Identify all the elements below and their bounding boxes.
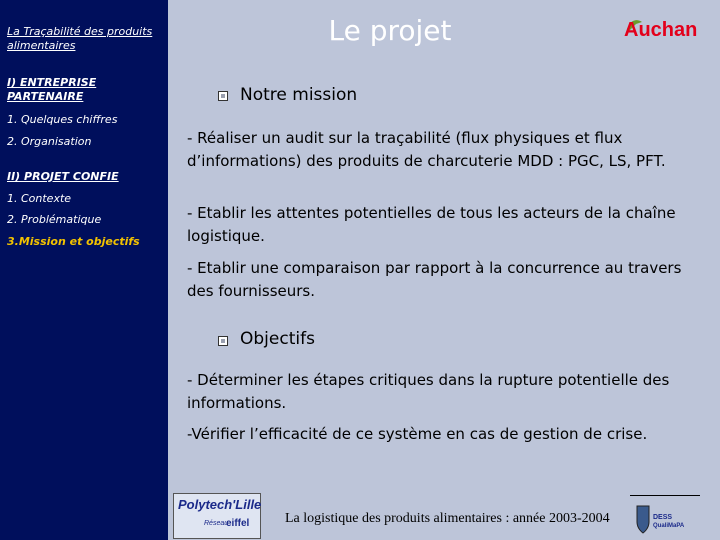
svg-text:Auchan: Auchan <box>624 19 698 41</box>
sidebar-section-1[interactable]: I) ENTREPRISE PARTENAIRE <box>7 76 97 103</box>
sidebar-item-contexte[interactable]: 1. Contexte <box>7 192 72 205</box>
sidebar-section-2[interactable]: II) PROJET CONFIE <box>7 170 119 183</box>
polytech-lille-logo: Polytech'Lille Réseau eiffel <box>173 493 261 539</box>
mission-item: - Etablir les attentes potentielles de tous les acteurs de la chaîne logistique. <box>187 204 676 245</box>
bullet-icon <box>218 336 228 346</box>
objectifs-item: - Déterminer les étapes critiques dans la rupture potentielle des informations. <box>187 371 670 412</box>
sidebar-item-quelques-chiffres[interactable]: 1. Quelques chiffres <box>7 113 118 126</box>
mission-heading: Notre mission <box>240 85 358 105</box>
mission-item: - Réaliser un audit sur la traçabilité (flux physiques et flux d’informations) des produits de charcuterie MDD : PGC, LS, PFT. <box>187 129 666 170</box>
footer-text: La logistique des produits alimentaires : année 2003-2004 <box>285 511 610 526</box>
objectifs-heading: Objectifs <box>240 329 315 349</box>
objectifs-item: -Vérifier l’efficacité de ce système en cas de gestion de crise. <box>187 425 648 443</box>
sidebar-item-problematique[interactable]: 2. Problématique <box>7 213 102 226</box>
dess-qualimapa-logo: DESS QualiMaPA <box>636 500 704 538</box>
sidebar-doc-title: La Traçabilité des produits alimentaires <box>7 25 153 52</box>
sidebar-item-mission-objectifs[interactable]: 3.Mission et objectifs <box>7 235 140 248</box>
slide-title: Le projet <box>328 14 452 47</box>
sidebar-item-organisation[interactable]: 2. Organisation <box>7 135 92 148</box>
auchan-logo <box>622 12 710 44</box>
footer-divider <box>630 495 700 496</box>
mission-item: - Etablir une comparaison par rapport à la concurrence au travers des fournisseurs. <box>187 259 682 300</box>
shield-icon <box>636 504 650 534</box>
bullet-icon <box>218 91 228 101</box>
